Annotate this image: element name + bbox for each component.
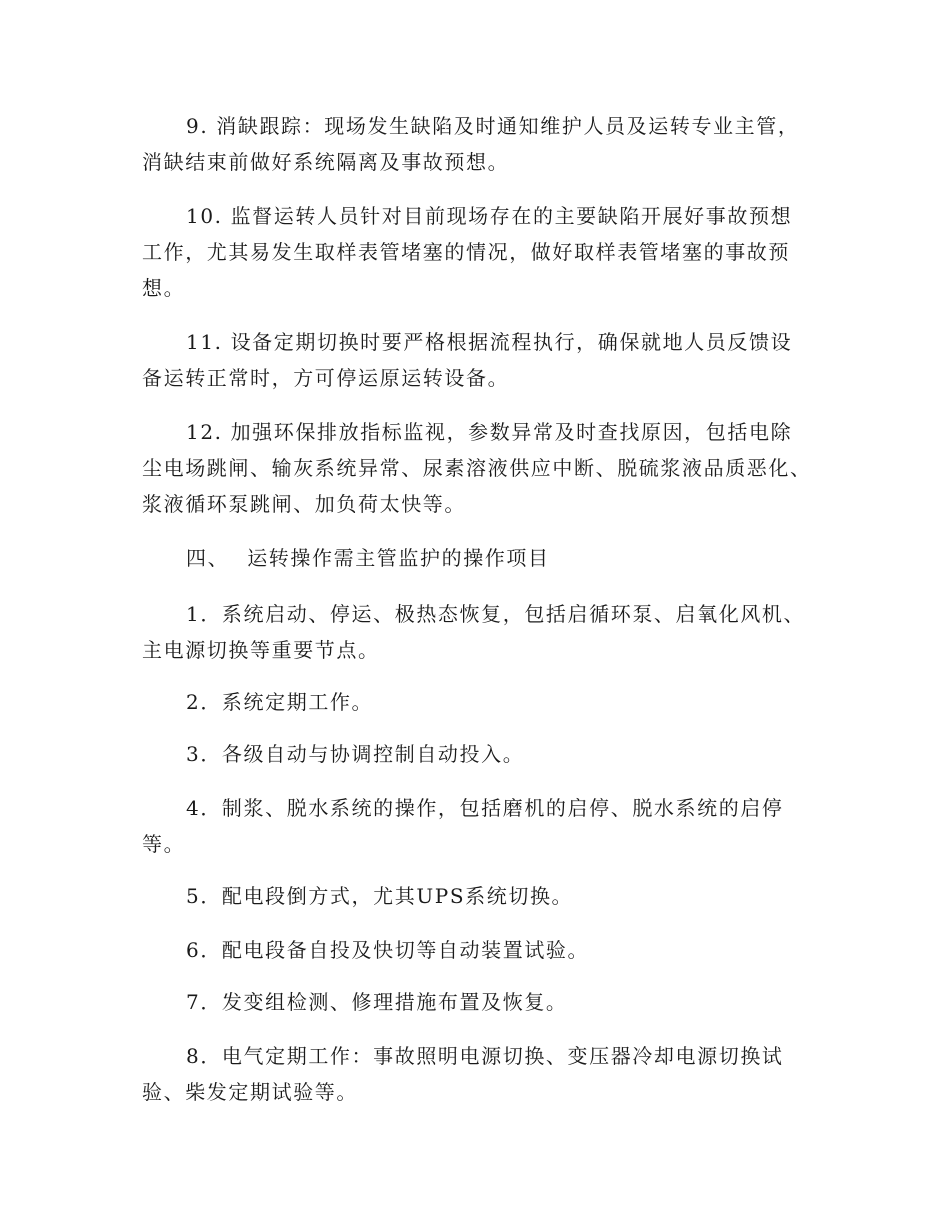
paragraph-item-10: 10. 监督运转人员针对目前现场存在的主要缺陷开展好事故预想工作，尤其易发生取样表管堵塞的情况，做好取样表管堵塞的事故预想。 bbox=[142, 204, 793, 300]
list-item-5: 5．配电段倒方式，尤其UPS系统切换。 bbox=[186, 884, 574, 908]
list-item-8: 8．电气定期工作：事故照明电源切换、变压器冷却电源切换试验、柴发定期试验等。 bbox=[142, 1044, 784, 1104]
section-number: 四、 bbox=[186, 546, 230, 570]
list-item-1: 1．系统启动、停运、极热态恢复，包括启循环泵、启氧化风机、主电源切换等重要节点。 bbox=[142, 602, 806, 662]
list-item-3: 3．各级自动与协调控制自动投入。 bbox=[186, 742, 525, 766]
section-title: 运转操作需主管监护的操作项目 bbox=[247, 546, 550, 570]
paragraph-item-9: 9. 消缺跟踪：现场发生缺陷及时通知维护人员及运转专业主管，消缺结束前做好系统隔离及事故预想。 bbox=[142, 114, 800, 174]
list-item-6: 6．配电段备自投及快切等自动装置试验。 bbox=[186, 938, 590, 962]
list-item-2: 2．系统定期工作。 bbox=[186, 690, 374, 714]
section-heading bbox=[186, 540, 550, 576]
list-item-4: 4．制浆、脱水系统的操作，包括磨机的启停、脱水系统的启停等。 bbox=[142, 796, 784, 856]
paragraph-item-12: 12. 加强环保排放指标监视，参数异常及时查找原因，包括电除尘电场跳闸、输灰系统异常、尿素溶液供应中断、脱硫浆液品质恶化、浆液循环泵跳闸、加负荷太快等。 bbox=[142, 420, 812, 516]
paragraph-item-11: 11. 设备定期切换时要严格根据流程执行，确保就地人员反馈设备运转正常时，方可停运原运转设备。 bbox=[142, 330, 793, 390]
list-item-7: 7．发变组检测、修理措施布置及恢复。 bbox=[186, 990, 568, 1014]
